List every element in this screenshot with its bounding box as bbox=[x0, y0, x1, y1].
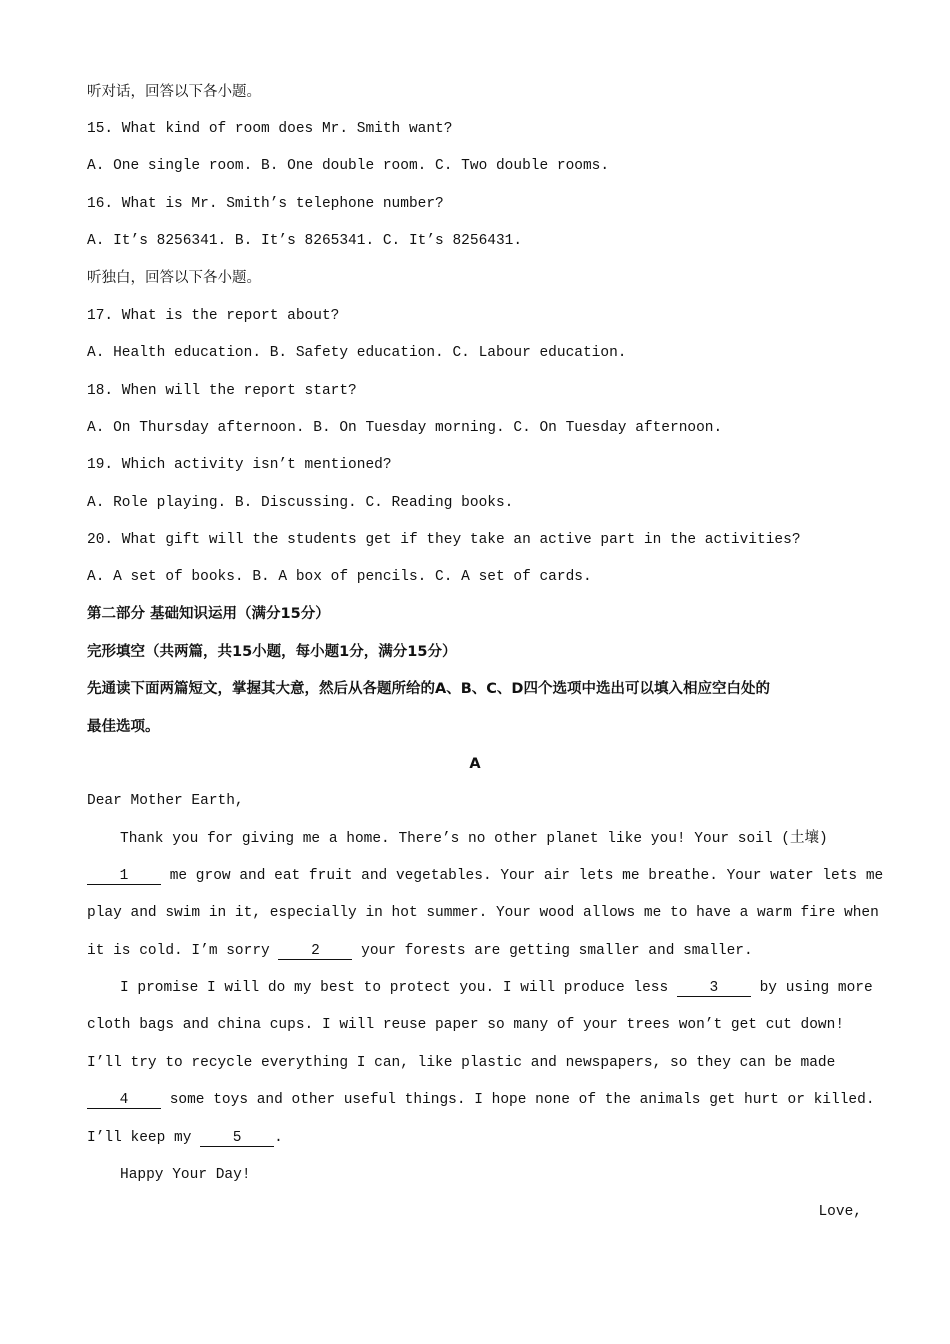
paragraph2-line5 bbox=[87, 1128, 862, 1148]
paragraph1-line4 bbox=[87, 941, 862, 961]
cloze-blank-4: 4 bbox=[87, 1092, 161, 1109]
cloze-instruction-line1: 先通读下面两篇短文，掌握其大意，然后从各题所给的A、B、C、D四个选项中选出可以填入相应空白处的 bbox=[87, 681, 770, 697]
paragraph1-line2-text: me grow and eat fruit and vegetables. Your air lets me breathe. Your water lets me bbox=[161, 868, 884, 884]
cloze-blank-1: 1 bbox=[87, 868, 161, 885]
question-15-options: A. One single room. B. One double room. C. Two double rooms. bbox=[87, 158, 610, 174]
cloze-blank-2: 2 bbox=[278, 943, 352, 960]
paragraph1-line4-text-a: it is cold. I’m sorry bbox=[87, 943, 279, 959]
cloze-heading: 完形填空（共两篇，共15小题，每小题1分，满分15分） bbox=[87, 644, 457, 660]
paragraph1-line1: Thank you for giving me a home. There’s no other planet like you! Your soil (土壤) bbox=[120, 831, 828, 847]
cloze-blank-3: 3 bbox=[677, 980, 751, 997]
dialogue-instruction: 听对话，回答以下各小题。 bbox=[87, 84, 261, 100]
letter-signoff: Love, bbox=[818, 1204, 862, 1220]
question-17-options: A. Health education. B. Safety education. C. Labour education. bbox=[87, 345, 627, 361]
paragraph2-line1-text-a: I promise I will do my best to protect you. I will produce less bbox=[120, 980, 677, 996]
question-19: 19. Which activity isn’t mentioned? bbox=[87, 457, 392, 473]
question-17: 17. What is the report about? bbox=[87, 308, 340, 324]
paragraph1-line4-text-b: your forests are getting smaller and smaller. bbox=[352, 943, 753, 959]
question-15: 15. What kind of room does Mr. Smith want? bbox=[87, 121, 453, 137]
paragraph1-line2 bbox=[87, 866, 884, 886]
letter-closing: Happy Your Day! bbox=[120, 1167, 251, 1183]
paragraph2-line5-text-a: I’ll keep my bbox=[87, 1130, 201, 1146]
letter-greeting: Dear Mother Earth, bbox=[87, 793, 244, 809]
cloze-instruction-line2: 最佳选项。 bbox=[87, 719, 160, 735]
paragraph2-line1 bbox=[87, 978, 873, 998]
paragraph2-line4-text: some toys and other useful things. I hope none of the animals get hurt or killed. bbox=[161, 1092, 875, 1108]
paragraph2-line3: I’ll try to recycle everything I can, like plastic and newspapers, so they can be made bbox=[87, 1055, 836, 1071]
paragraph2-line2: cloth bags and china cups. I will reuse paper so many of your trees won’t get cut down! bbox=[87, 1017, 845, 1033]
passage-title: A bbox=[469, 756, 481, 772]
question-20-options: A. A set of books. B. A box of pencils. C. A set of cards. bbox=[87, 569, 592, 585]
question-18: 18. When will the report start? bbox=[87, 383, 357, 399]
question-16-options: A. It’s 8256341. B. It’s 8265341. C. It’s 8256431. bbox=[87, 233, 523, 249]
cloze-blank-5: 5 bbox=[200, 1130, 274, 1147]
monologue-instruction: 听独白，回答以下各小题。 bbox=[87, 270, 261, 286]
question-16: 16. What is Mr. Smith’s telephone number? bbox=[87, 196, 444, 212]
paragraph2-line4 bbox=[87, 1090, 875, 1110]
paragraph2-line1-text-b: by using more bbox=[750, 980, 873, 996]
part2-heading: 第二部分 基础知识运用（满分15分） bbox=[87, 606, 330, 622]
question-19-options: A. Role playing. B. Discussing. C. Reading books. bbox=[87, 495, 514, 511]
question-18-options: A. On Thursday afternoon. B. On Tuesday morning. C. On Tuesday afternoon. bbox=[87, 420, 723, 436]
paragraph2-line5-text-b: . bbox=[274, 1130, 283, 1146]
paragraph1-line3: play and swim in it, especially in hot summer. Your wood allows me to have a warm fire when bbox=[87, 905, 879, 921]
question-20: 20. What gift will the students get if they take an active part in the activities? bbox=[87, 532, 801, 548]
